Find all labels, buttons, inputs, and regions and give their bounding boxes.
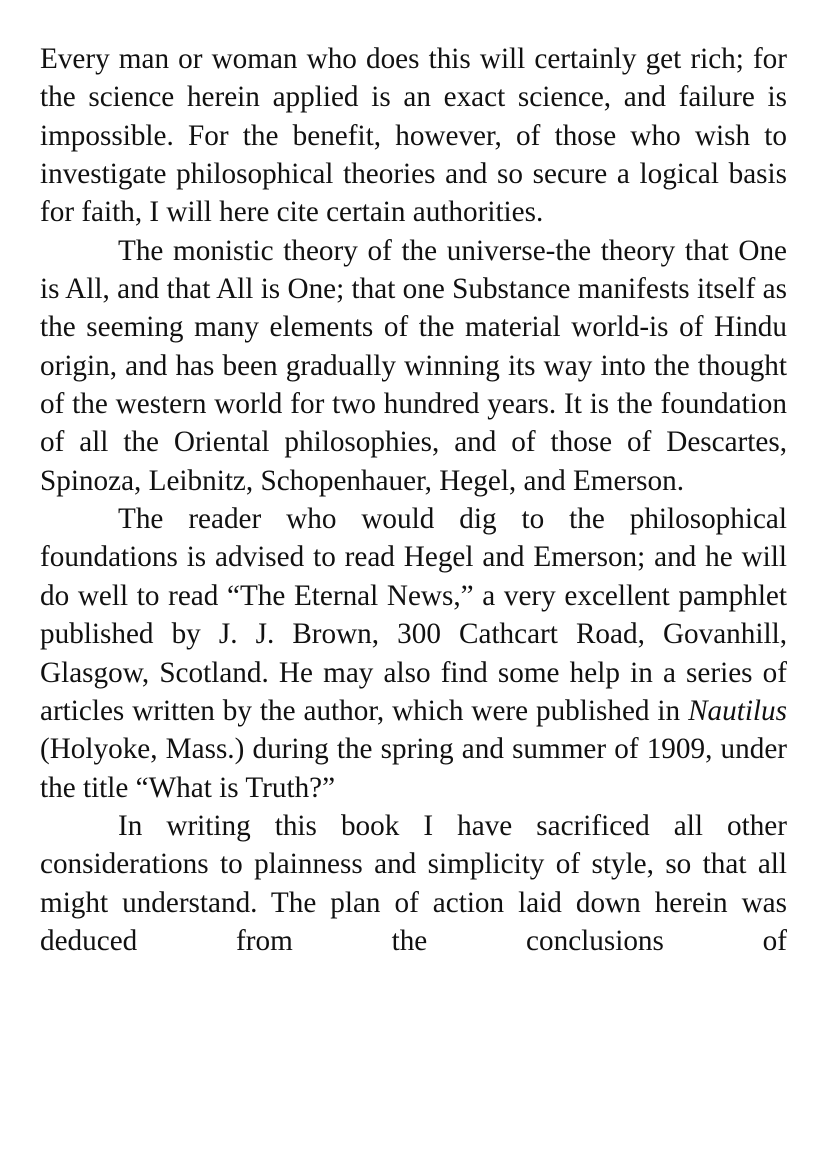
paragraph-text-after: (Holyoke, Mass.) during the spring and summer of 1909, under the title “What is Truth?” (40, 733, 787, 804)
paragraph-writing-style: In writing this book I have sacrificed all other considerations to plainness and simplicity of style, so that all might understand. The plan of action laid down herein was deduced from the conclusions of (40, 809, 787, 957)
page-body (40, 40, 787, 960)
nautilus-title: Nautilus (688, 694, 787, 727)
paragraph-reading-recommendations (40, 500, 787, 807)
paragraph-monistic-theory: The monistic theory of the universe-the theory that One is All, and that All is One; that one Substance manifests itself as the seeming many elements of the material world-is of Hindu origin, and has been gradually winning its way into the thought of the western world for two hundred years. It is the foundation of all the Oriental philosophies, and of those of Descartes, Spinoza, Leibnitz, Schopenhauer, Hegel, and Emerson. (40, 234, 787, 497)
paragraph-text-before: The reader who would dig to the philosophical foundations is advised to read Hegel and Emerson; and he will do well to read “The Eternal News,” a very excellent pamphlet published by J. J. Brown, 300 Cathcart Road, Govanhill, Glasgow, Scotland. He may also find some help in a series of articles written by the author, which were published in (40, 503, 787, 727)
paragraph-authorities: Every man or woman who does this will certainly get rich; for the science herein applied is an exact science, and failure is impossible. For the benefit, however, of those who wish to investigate philosophical theories and so secure a logical basis for faith, I will here cite certain authorities. (40, 43, 787, 229)
